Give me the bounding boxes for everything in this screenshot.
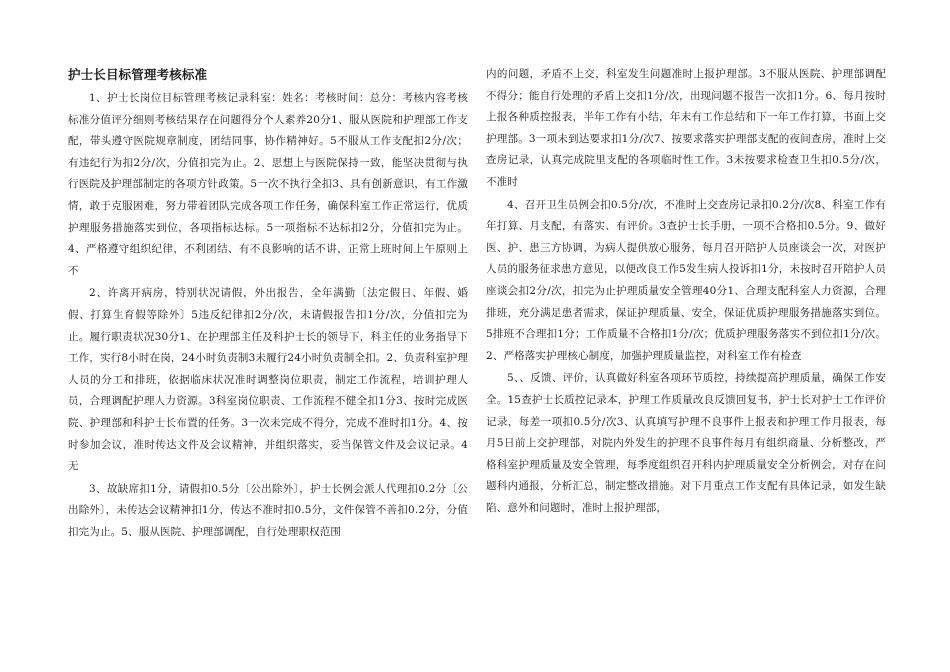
left-column	[68, 64, 468, 544]
paragraph-4: 4、召开卫生员例会扣0.5分/次，不准时上交查房记录扣0.2分/次8、科室工作有年打算、月支配，有落实、有评价。3查护士长手册，一项不合格扣0.5分。9、做好医、护、患三方协调，为病人提供放心服务，每月召开陪护人员座谈会一次，对医护人员的服务征求患方意见，以便改良工作5发生病人投诉扣1分，未按时召开陪护人员座谈会扣2分/次，扣完为止护理质量安全管理40分1、合理支配科室人力资源，合理排班，充分满足患者需求，保证护理质量、安全，保证优质护理服务措施落实到位。5排班不合理扣1分；工作质量不合格扣1分/次；优质护理服务落实不到位扣1分/次。2、严格落实护理核心制度，加强护理质量监控，对科室工作有检查	[486, 198, 886, 362]
paragraph-2: 2、许离开病房，特别状况请假，外出报告，全年满勤〔法定假日、年假、婚假、打算生育假等除外〕5违反纪律扣2分/次，未请假报告扣1分/次，分值扣完为止。履行职责状况30分1、在护理部主任及科护士长的领导下，科主任的业务指导下工作，实行8小时在岗，24小时负责制3未履行24小时负责制全扣。2、负责科室护理人员的分工和排班，依据临床状况准时调整岗位职责，制定工作流程，培训护理人员，合理调配护理人力资源。3科室岗位职责、工作流程不健全扣1分3、按时完成医院、护理部和科护士长布置的任务。3一次未完成不得分，完成不准时扣1分。4、按时参加会议，准时传达文件及会议精神，并组织落实，妥当保管文件及会议记录。4无	[68, 287, 468, 473]
paragraph-1: 1、护士长岗位目标管理考核记录科室：姓名：考核时间：总分：考核内容考核标准分值评分细则考核结果存在问题得分个人素养20分1、服从医院和护理部工作支配，带头遵守医院规章制度，团结同事，协作精神好。5不服从工作支配扣2分/次；有违纪行为扣2分/次，分值扣完为止。2、思想上与医院保持一致，能坚决贯彻与执行医院及护理部制定的各项方针政策。5一次不执行全扣3、具有创新意识，有工作激情，敢于克服困难，努力带着团队完成各项工作任务，确保科室工作正常运行，优质护理服务措施落实到位，各项指标达标。5一项指标不达标扣2分，分值扣完为止。4、严格遵守组织纪律，不利团结、有不良影响的话不讲，正常上班时间上午原则上不	[68, 92, 468, 277]
paragraph-3-continued: 内的问题，矛盾不上交，科室发生问题准时上报护理部。3不服从医院、护理部调配不得分；能自行处理的矛盾上交扣1分/次，出现问题不报告一次扣1分。6、每月按时上报各种质控报表，半年工作有小结，年末有工作总结和下一年工作打算，书面上交护理部。3一项未到达要求扣1分/次7、按要求落实护理部支配的夜间查房，准时上交查房记录，认真完成院里支配的各项临时性工作。3未按要求检查卫生扣0.5分/次，不准时	[486, 68, 886, 188]
right-column	[486, 64, 886, 520]
paragraph-5: 5、、反馈、评价，认真做好科室各项环节质控，持续提高护理质量，确保工作安全。15查护士长质控记录本，护理工作质量改良反馈回复书，护士长对护士工作评价记录，每差一项扣0.5分/次3、认真填写护理不良事件上报表和护理工作月报表，每月5日前上交护理部，对院内外发生的护理不良事件每月有组织商量、分析整改，严格科室护理质量及安全管理，每季度组织召开科内护理质量安全分析例会，对存在问题科内通报，分析汇总，制定整改措施。对下月重点工作支配有具体记录，如发生缺陷、意外和问题时，准时上报护理部，	[486, 372, 886, 514]
paragraph-3: 3、故缺席扣1分，请假扣0.5分〔公出除外〕，护士长例会派人代理扣0.2分〔公出除外〕，未传达会议精神扣1分，传达不准时扣0.5分，文件保管不善扣0.2分，分值扣完为止。5、服从医院、护理部调配，自行处理职权范围	[68, 482, 468, 538]
document-title: 护士长目标管理考核标准	[68, 67, 208, 82]
